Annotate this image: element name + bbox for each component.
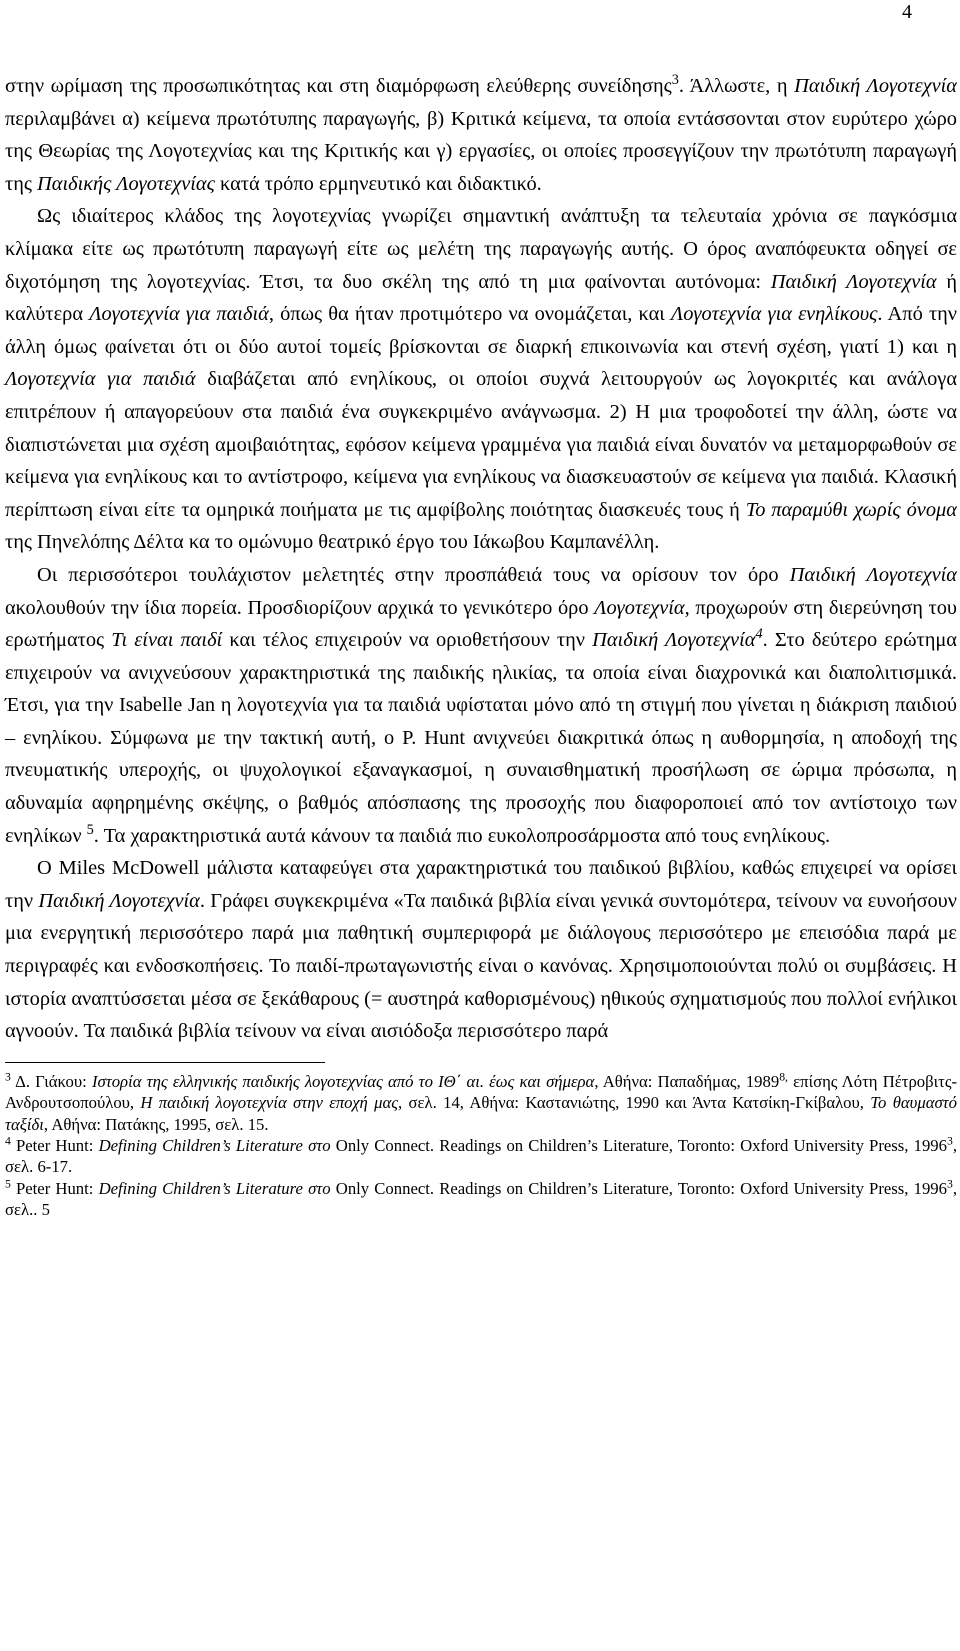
text-run: . Τα χαρακτηριστικά αυτά κάνουν τα παιδιά πιο ευκολοπροσάρμοστα από τους ενηλίκους. (93, 824, 831, 847)
italic-text: Παιδική Λογοτεχνία (592, 629, 756, 652)
text-run: Peter Hunt: (10, 1178, 99, 1198)
text-run: Δ. Γιάκου: (10, 1071, 92, 1091)
note-reference: 3 (671, 72, 679, 89)
footnote-3 (5, 1071, 957, 1135)
italic-text: Παιδική Λογοτεχνία (789, 563, 957, 586)
italic-text: Παιδικής Λογοτεχνίας (37, 172, 215, 195)
text-run: , σελ. 6-17. (5, 1136, 957, 1177)
italic-text: Παιδική Λογοτεχνία (770, 270, 937, 293)
text-run: κατά τρόπο ερμηνευτικό και διδακτικό. (214, 172, 542, 195)
italic-text: Λογοτεχνία για παιδιά (5, 368, 196, 391)
page-number: 4 (902, 1, 912, 23)
italic-text: Παιδική Λογοτεχνία (38, 889, 200, 912)
footnote-4 (5, 1135, 957, 1178)
note-reference: 3 (5, 1070, 11, 1084)
text-run: περιλαμβάνει α) κείμενα πρωτότυπης παραγωγής, β) Κριτικά κείμενα, τα οποία εντάσσονται στον ευρύτερο χώρο της Θεωρίας της Λογοτεχνίας και της Κριτικής και γ) εργασίες, οι οποίες προσεγγίζουν την πρωτότυπη παραγωγή της (5, 107, 957, 195)
italic-text: Τι είναι παιδί (111, 629, 223, 652)
text-run: Only Connect. Readings on Children’s Literature, Toronto: Oxford University Press, 1996 (330, 1178, 947, 1198)
text-run: ή καλύτερα (5, 270, 957, 326)
italic-text: Η παιδική λογοτεχνία στην εποχή μας (140, 1093, 399, 1113)
italic-text: Παιδική Λογοτεχνία (794, 75, 957, 97)
footnote-5 (5, 1178, 957, 1221)
italic-text: Defining Children’s Literature στο (98, 1178, 331, 1198)
note-reference: 4 (755, 626, 763, 643)
italic-text: Λογοτεχνία για ενηλίκους (670, 303, 878, 326)
body-text (5, 70, 957, 1048)
paragraph-4 (5, 852, 957, 1048)
text-run: , Αθήνα: Πατάκης, 1995, σελ. 15. (43, 1114, 269, 1134)
text-run: ακολουθούν την ίδια πορεία. Προσδιορίζουν αρχικά το γενικότερο όρο (5, 596, 595, 619)
italic-text: Λογοτεχνία (594, 596, 685, 619)
text-run: Peter Hunt: (10, 1136, 99, 1156)
text-run: , σελ. 14, Αθήνα: Καστανιώτης, 1990 και Άντα Κατσίκη-Γκίβαλου, (398, 1093, 871, 1113)
text-run: . Στο δεύτερο ερώτημα επιχειρούν να ανιχνεύσουν χαρακτηριστικά της παιδικής ηλικίας, τα οποία είναι διαχρονικά και διαπολιτισμικά. Έτσι, για την Isabelle Jan η λογοτεχνία για τα παιδιά υφίσταται μόνο από τη στιγμή που γίνεται η διάκριση παιδιού – ενηλίκου. Σύμφωνα με την τακτική αυτή, ο P. Hunt ανιχνεύει διακριτικά όπως η αυθορμησία, η αποδοχή της πνευματικής υπεροχής, οι ψυχολογικοί εξαναγκασμοί, η συναισθηματική προσήλωση σε ώριμα πρόσωπα, η αδυναμία αφηρημένης σκέψης, ο βαθμός απόσπασης της προσοχής που διαφοροποιεί από τον αντίστοιχο των ενηλίκων (5, 629, 957, 847)
note-reference: 5 (86, 821, 94, 838)
text-run: της Πηνελόπης Δέλτα κα το ομώνυμο θεατρικό έργο του Ιάκωβου Καμπανέλλη. (5, 531, 660, 554)
italic-text: Ιστορία της ελληνικής παιδικής λογοτεχνίας από το ΙΘ΄ αι. έως και σήμερα (91, 1071, 595, 1091)
paragraph-2 (5, 200, 957, 559)
text-run: , όπως θα ήταν προτιμότερο να ονομάζεται, και (268, 303, 671, 326)
italic-text: Defining Children’s Literature στο (98, 1136, 331, 1156)
note-reference: 5 (5, 1177, 11, 1191)
text-run: . Άλλωστε, η (678, 75, 795, 97)
text-run: διαβάζεται από ενηλίκους, οι οποίοι συχνά λειτουργούν ως λογοκριτές και ανάλογα επιτρέπουν ή απαγορεύουν στα παιδιά ένα συγκεκριμένο ανάγνωσμα. 2) Η μια τροφοδοτεί την άλλη, ώστε να διαπιστώνεται μια σχέση αμοιβαιότητας, εφόσον κείμενα γραμμένα για παιδιά είναι δυνατόν να μεταμορφωθούν σε κείμενα για ενηλίκους και το αντίστροφο, κείμενα για ενηλίκους να διασκευαστούν σε κείμενα για παιδιά. Κλασική περίπτωση είναι είτε τα ομηρικά ποιήματα με τις αμφίβολης ποιότητας διασκευές τους ή (5, 368, 957, 521)
text-run: επίσης Λότη Πέτροβιτς-Ανδρουτσοπούλου, (5, 1071, 958, 1113)
paragraph-1 (5, 70, 957, 200)
footnote-separator (5, 1062, 325, 1063)
text-run: Ο Miles McDowell μάλιστα καταφεύγει στα χαρακτηριστικά του παιδικού βιβλίου, καθώς επιχειρεί να ορίσει την (5, 857, 957, 912)
italic-text: Λογοτεχνία για παιδιά (89, 303, 269, 326)
note-reference: 4 (5, 1134, 11, 1148)
note-reference: 3 (946, 1177, 953, 1191)
italic-text: Το θαυμαστό ταξίδι (5, 1093, 958, 1134)
text-run: , σελ.. 5 (5, 1178, 957, 1220)
paragraph-3 (5, 559, 957, 852)
text-run: . Γράφει συγκεκριμένα «Τα παιδικά βιβλία είναι γενικά συντομότερα, τείνουν να ευνοήσουν μια ενεργητική περισσότερο παρά μια παθητική συμπεριφορά με διάλογους περισσότερο με επεισόδια παρά με περιγραφές και ενδοσκοπήσεις. Το παιδί-πρωταγωνιστής είναι ο κανόνας. Χρησιμοποιούνται πολύ οι συμβάσεις. Η ιστορία αναπτύσσεται μέσα σε ξεκάθαρους (= αυστηρά καθορισμένους) ηθικούς σχηματισμούς που πολλοί ενήλικοι αγνοούν. Τα παιδικά βιβλία τείνουν να είναι αισιόδοξα περισσότερο παρά (5, 889, 957, 1043)
note-reference: 3 (946, 1134, 953, 1148)
text-run: , Αθήνα: Παπαδήμας, 1989 (594, 1071, 780, 1091)
note-reference: 8, (779, 1070, 788, 1084)
text-run: Οι περισσότεροι τουλάχιστον μελετητές στην προσπάθειά τους να ορίσουν τον όρο (37, 563, 790, 586)
text-run: και τέλος επιχειρούν να οριοθετήσουν την (222, 629, 593, 652)
text-run: Only Connect. Readings on Children’s Literature, Toronto: Oxford University Press, 1996 (330, 1136, 947, 1156)
footnotes (5, 1062, 957, 1221)
text-run: . Από την άλλη όμως φαίνεται ότι οι δύο αυτοί τομείς βρίσκονται σε διαρκή επικοινωνία και στενή σχέση, γιατί 1) και η (5, 303, 958, 358)
page-content (5, 70, 957, 1221)
italic-text: Το παραμύθι χωρίς όνομα (745, 498, 957, 521)
text-run: , προχωρούν στη διερεύνηση του ερωτήματος (5, 596, 957, 652)
text-run: Ως ιδιαίτερος κλάδος της λογοτεχνίας γνωρίζει σημαντική ανάπτυξη τα τελευταία χρόνια σε παγκόσμια κλίμακα είτε ως πρωτότυπη παραγωγή είτε ως μελέτη της παραγωγής αυτής. Ο όρος αναπόφευκτα οδηγεί σε διχοτόμηση της λογοτεχνίας. Έτσι, τα δυο σκέλη της από τη μια φαίνονται αυτόνομα: (5, 205, 957, 293)
text-run: στην ωρίμαση της προσωπικότητας και στη διαμόρφωση ελεύθερης συνείδησης (5, 75, 672, 97)
